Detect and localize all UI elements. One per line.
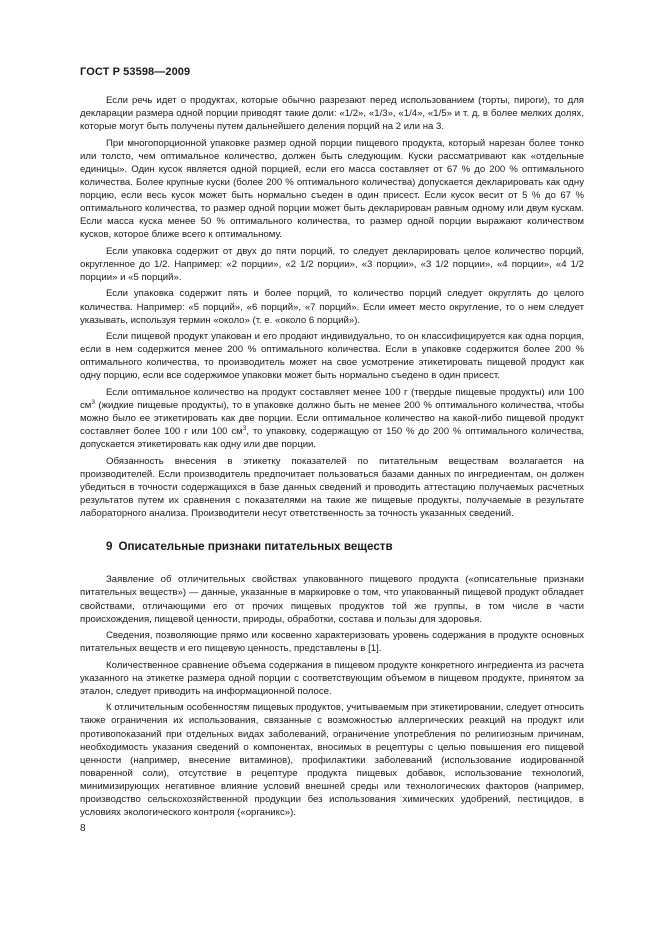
section-title-text: Описательные признаки питательных веществ [118,540,393,554]
superscript-cubic-2: 3 [242,425,247,433]
paragraph-quantitative-comparison: Количественное сравнение объема содержания в пищевом продукте конкретного ингредиента из расчета указанного на этикетке размера одной порции с соответствующим объемом в пищевом продукте, принятом за эталон, следует приводить на информационной полосе. [80,659,584,697]
paragraph-multiportion: При многопорционной упаковке размер одной порции пищевого продукта, который нарезан более тонко или толсто, чем оптимальное количество, должен быть следующим. Куски рассматривают как «отдельные единицы». Один кусок является одной порцией, если его масса составляет от 67 % до 200 % оптимального количества. Более крупные куски (более 200 % оптимального количества) допускается декларировать как одну порцию, если весь кусок может быть нормально съеден в один присест. Если кусок весит от 5 % до 67 % оптимального количества, то размер одной порции может быть декларирован равным одному или двум кускам. Если масса куска менее 50 % оптимального количества, то размер одной порции выражают количеством кусков, которое ближе всего к оптимальному. [80,137,584,241]
paragraph-cut-products: Если речь идет о продуктах, которые обычно разрезают перед использованием (торты, пироги), то для декларации размера одной порции приводят такие доли: «1/2», «1/3», «1/4», «1/5» и т. д. в более мелких долях, которые могут быть получены путем дальнейшего деления порций на 2 или на 3. [80,95,584,133]
paragraph-nutrient-levels: Сведения, позволяющие прямо или косвенно характеризовать уровень содержания в продукте основных питательных веществ и его пищевую ценность, представлены в [1]. [80,630,584,655]
section-heading [106,540,584,553]
superscript-cubic-1: 3 [91,398,96,406]
paragraph-five-plus-portions: Если упаковка содержит пять и более порций, то количество порций следует округлять до целого количества. Например: «5 порций», «6 порций», «7 порций». Если имеет место округление, то о нем следует указывать, используя термин «около» (т. е. «около 6 порций»). [80,288,584,326]
document-body [80,94,584,823]
document-header: ГОСТ Р 53598—2009 [80,66,191,78]
paragraph-obligation: Обязанность внесения в этикетку показателей по питательным веществам возлагается на производителей. Если производитель предпочитает пользоваться базами данных по ингредиентам, он должен убедиться в точности содержащихся в базе данных сведений и проводить аттестацию получаемых расчетных результатов путем их сравнения с показателями на такие же пищевые продукты, получаемые в результате лабораторного анализа. Производители несут ответственность за точность указанных сведений. [80,455,584,520]
volume-text-b: (жидкие пищевые продукты), то в упаковке должно быть не менее 200 % оптимального количества, чтобы можно было ее этикетировать как две порции. Если оптимальное количество на какой-либо пищевой продукт составляет более 100 г или 100 см [80,400,584,438]
volume-text-a: Если оптимальное количество на продукт составляет менее 100 г (твердые пищевые продукты) или 100 см [80,386,584,412]
paragraph-individual-package: Если пищевой продукт упакован и его продают индивидуально, то он классифицируется как одна порция, если в нем содержится менее 200 % оптимального количества. Если в упаковке содержится более 200 % оптимального количества, то производитель может на свое усмотрение этикетировать пищевой продукт как одну порцию, если все содержимое упаковки может быть нормально съедено в один присест. [80,331,584,382]
paragraph-two-to-five-portions: Если упаковка содержит от двух до пяти порций, то следует декларировать целое количество порций, округленное до 1/2. Например: «2 порции», «2 1/2 порции», «3 порции», «3 1/2 порции», «4 порции», «4 1/2 порции» и «5 порций». [80,245,584,283]
page-number: 8 [80,823,86,834]
paragraph-volume-rules [80,386,584,451]
paragraph-claim-definition: Заявление об отличительных свойствах упакованного пищевого продукта («описательные признаки питательных веществ») — данные, указанные в маркировке о том, что упакованный пищевой продукт обладает свойствами, отличающими его от прочих пищевых продуктов той же группы, в том числе в части происхождения, пищевой ценности, природы, обработки, состава и пользы для здоровья. [80,574,584,625]
section-number: 9 [106,540,113,554]
paragraph-distinctive-features: К отличительным особенностям пищевых продуктов, учитываемым при этикетировании, следует относить также ограничения их использования, связанные с возможностью аллергических реакций на продукт или противопоказаний при отдельных видах заболеваний, ограничение употребления по религиозным причинам, необходимость указания сведений о компонентах, вносимых в рецептуры с целью повышения его пищевой ценности (например, внесение витаминов), профилактики заболеваний (использование иодированной поваренной соли), отсутствие в рецептуре продукта пищевых добавок, использование технологий, минимизирующих негативное влияние условий внешней среды или технологических факторов (например, производство сельскохозяйственной продукции без использования химических удобрений, пестицидов, в условиях экологического контроля («органикс»). [80,702,584,819]
volume-text-c: , то упаковку, содержащую от 150 % до 200 % оптимального количества, допускается этикетировать как одну или две порции. [80,426,584,451]
